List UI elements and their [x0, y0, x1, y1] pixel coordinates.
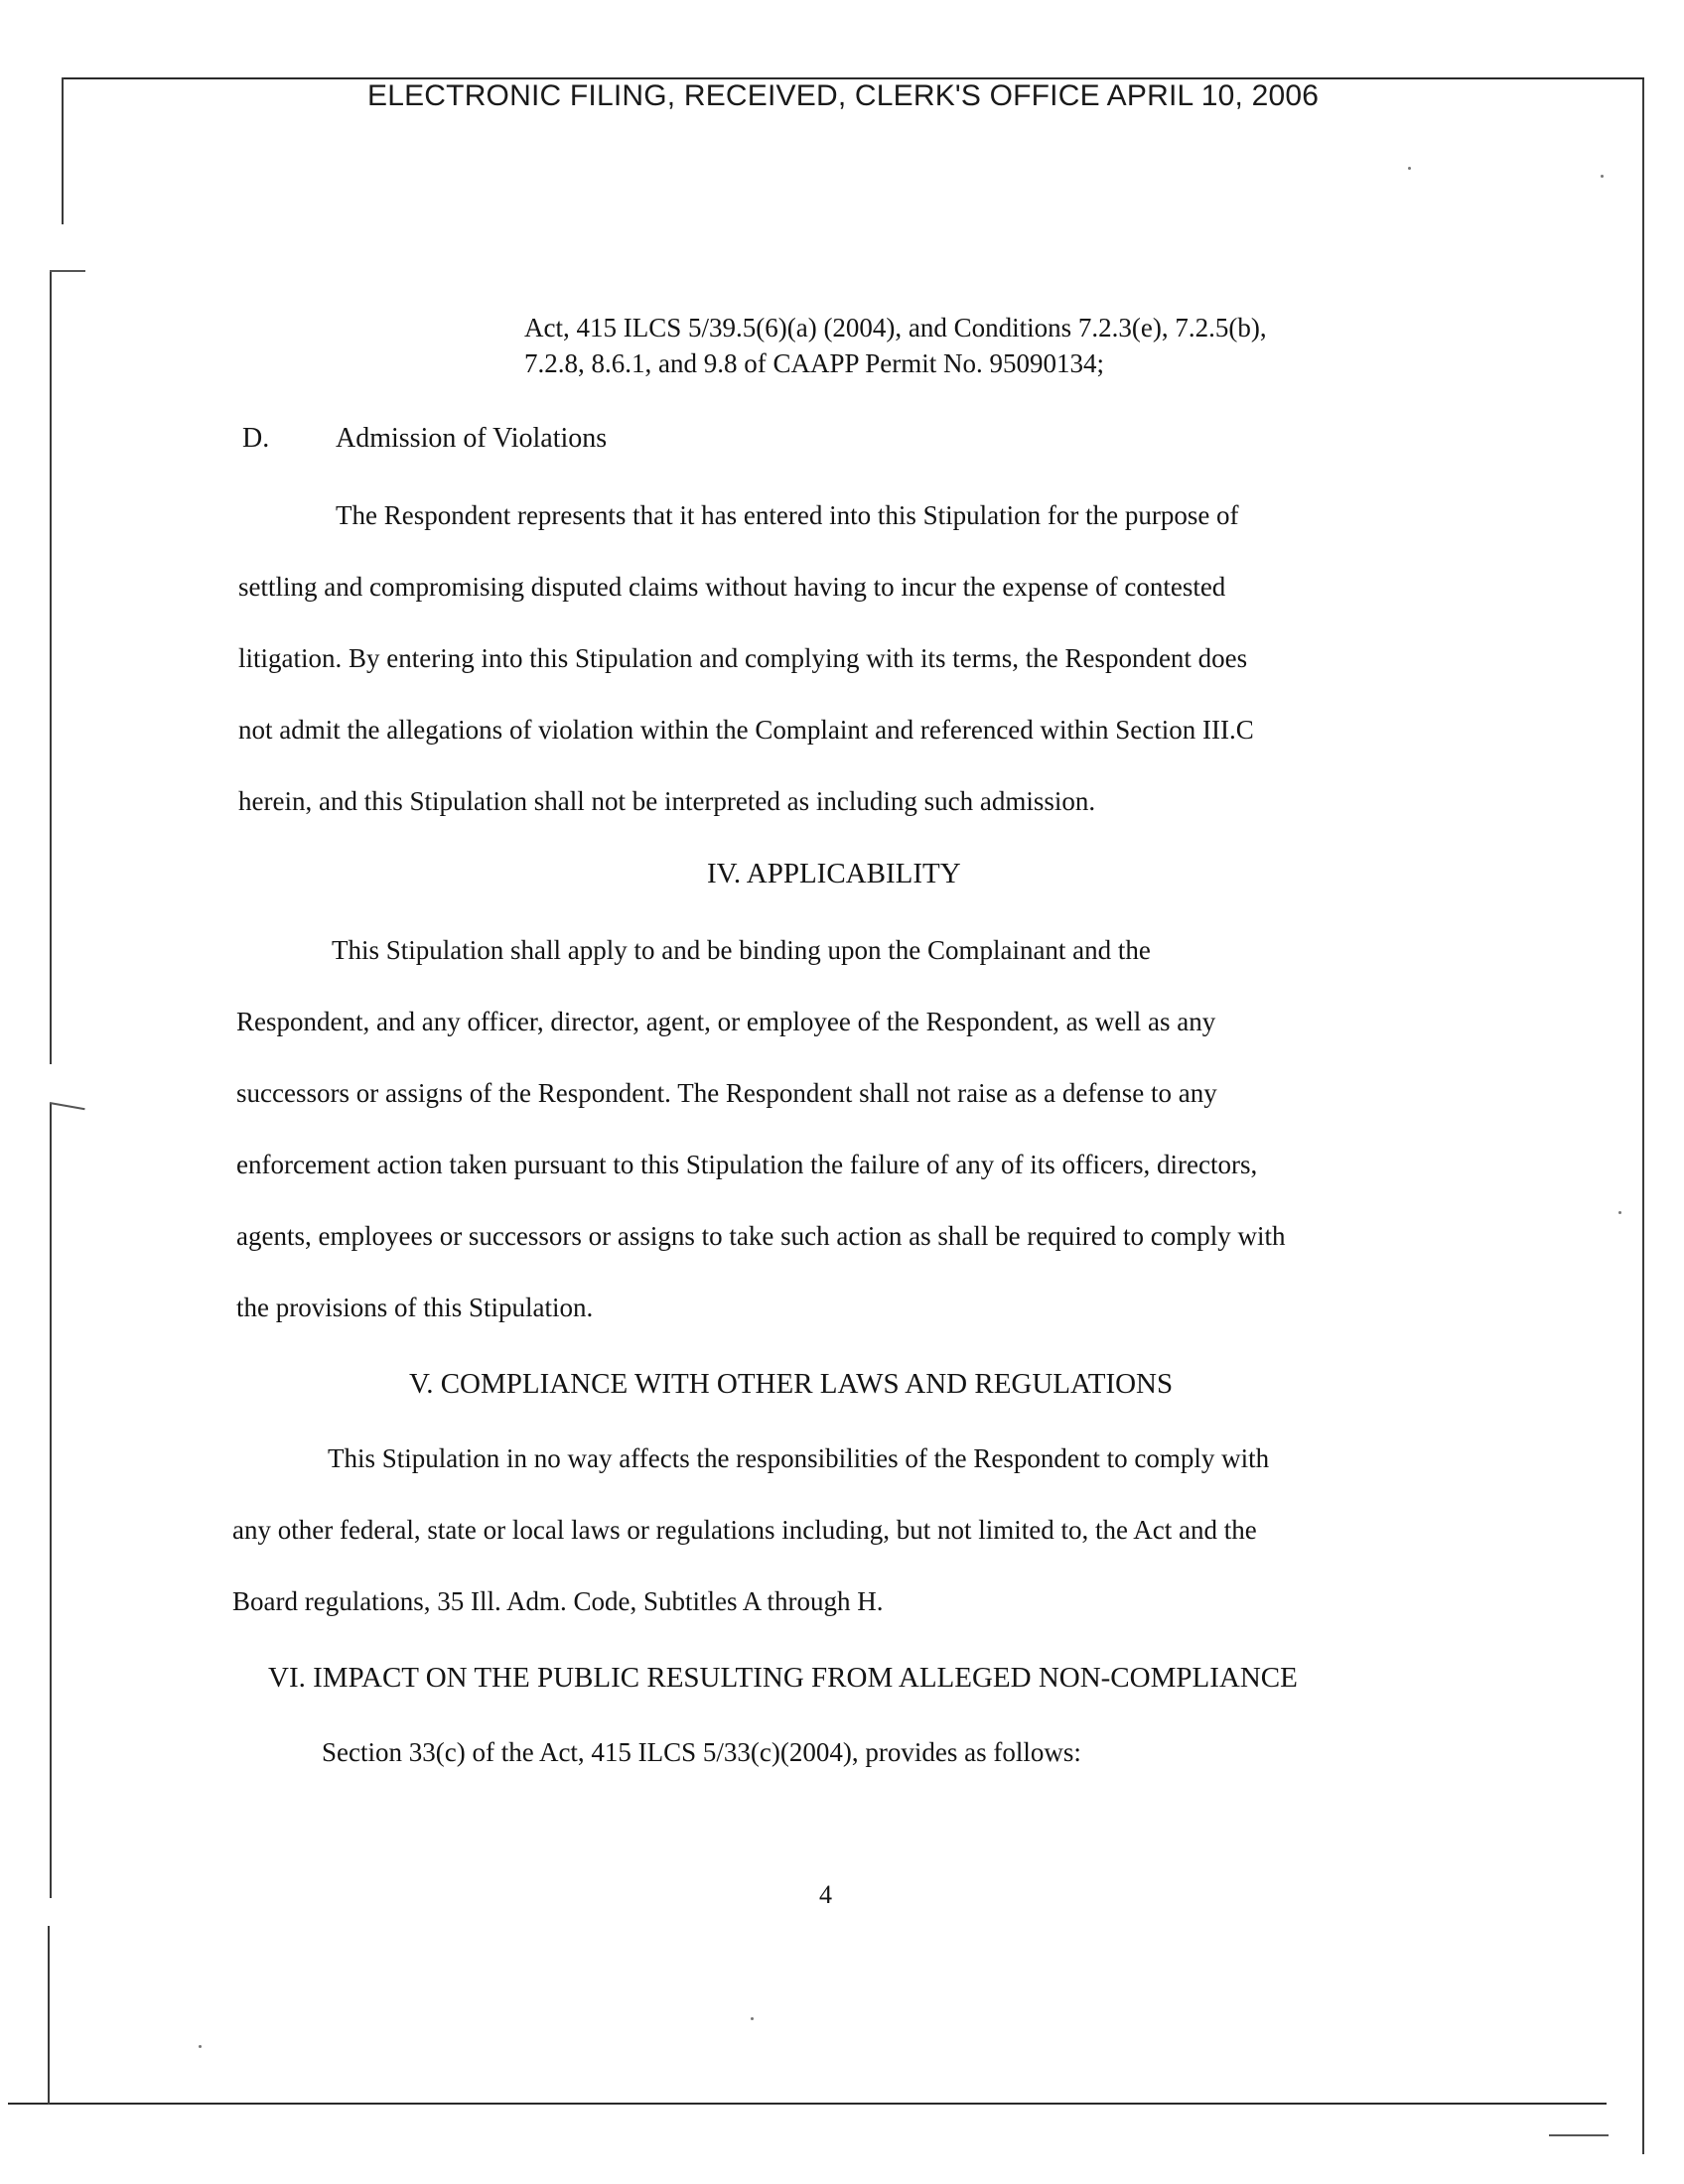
- paragraph-line: Respondent, and any officer, director, agent, or employee of the Respondent, as well as any: [236, 1007, 1216, 1036]
- scan-frame-left: [62, 77, 64, 224]
- scan-frame-left: [48, 1926, 50, 2105]
- subsection-title: Admission of Violations: [336, 423, 608, 454]
- paragraph-line: Board regulations, 35 Ill. Adm. Code, Subtitles A through H.: [232, 1586, 884, 1616]
- section-heading: V. COMPLIANCE WITH OTHER LAWS AND REGULATIONS: [409, 1368, 1174, 1400]
- paragraph-line: litigation. By entering into this Stipulation and complying with its terms, the Respondent does: [238, 643, 1248, 673]
- paragraph-line: agents, employees or successors or assigns to take such action as shall be required to comply with: [236, 1221, 1286, 1251]
- scan-mark: [50, 1102, 85, 1110]
- scan-frame-left: [50, 270, 52, 1064]
- paragraph-line: enforcement action taken pursuant to this Stipulation the failure of any of its officers, directors,: [236, 1150, 1258, 1179]
- scan-speck: [1408, 167, 1411, 170]
- paragraph-line: any other federal, state or local laws or regulations including, but not limited to, the Act and the: [232, 1515, 1257, 1545]
- paragraph-line: This Stipulation in no way affects the responsibilities of the Respondent to comply with: [328, 1443, 1270, 1473]
- scan-speck: [199, 2045, 202, 2048]
- paragraph-line: Section 33(c) of the Act, 415 ILCS 5/33(c)(2004), provides as follows:: [322, 1737, 1081, 1767]
- scan-frame-left: [50, 1104, 52, 1898]
- paragraph-line: settling and compromising disputed claims without having to incur the expense of contested: [238, 572, 1226, 602]
- paragraph-line: This Stipulation shall apply to and be binding upon the Complainant and the: [332, 935, 1151, 965]
- paragraph-line: The Respondent represents that it has entered into this Stipulation for the purpose of: [336, 500, 1239, 530]
- electronic-filing-stamp: ELECTRONIC FILING, RECEIVED, CLERK'S OFFICE APRIL 10, 2006: [367, 79, 1320, 112]
- continuation-block: [524, 310, 1267, 381]
- paragraph-line: the provisions of this Stipulation.: [236, 1293, 594, 1322]
- paragraph-line: not admit the allegations of violation within the Complaint and referenced within Section III.C: [238, 715, 1254, 745]
- scan-speck: [1601, 175, 1604, 178]
- section-heading: IV. APPLICABILITY: [707, 858, 961, 889]
- page-number: 4: [819, 1880, 832, 1909]
- paragraph-line: successors or assigns of the Respondent. The Respondent shall not raise as a defense to any: [236, 1078, 1217, 1108]
- scan-frame-right: [1642, 79, 1644, 2154]
- subsection-letter: D.: [242, 423, 270, 454]
- scan-mark: [50, 270, 85, 272]
- scan-speck: [1618, 1211, 1621, 1214]
- scan-frame-bottom: [8, 2103, 1607, 2105]
- scan-speck: [751, 2017, 754, 2020]
- paragraph-line: herein, and this Stipulation shall not be interpreted as including such admission.: [238, 786, 1096, 816]
- section-heading: VI. IMPACT ON THE PUBLIC RESULTING FROM ALLEGED NON-COMPLIANCE: [268, 1662, 1298, 1694]
- continuation-line: Act, 415 ILCS 5/39.5(6)(a) (2004), and Conditions 7.2.3(e), 7.2.5(b),: [524, 313, 1267, 342]
- scan-mark: [1549, 2134, 1609, 2136]
- continuation-line: 7.2.8, 8.6.1, and 9.8 of CAAPP Permit No. 95090134;: [524, 348, 1105, 378]
